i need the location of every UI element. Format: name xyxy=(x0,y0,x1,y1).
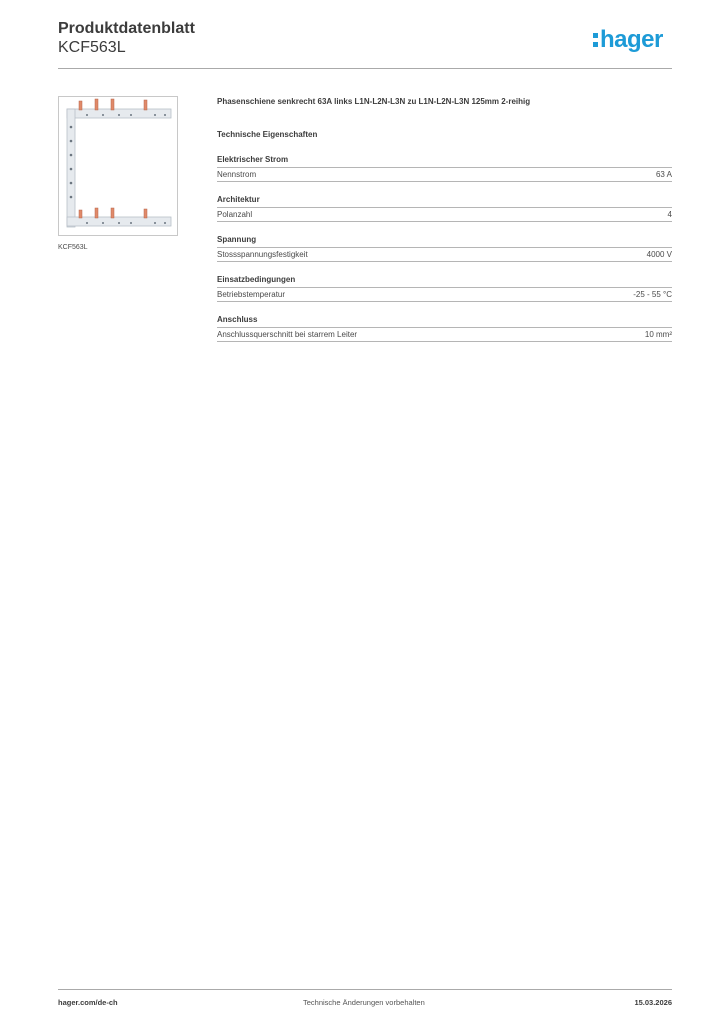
property-value: 10 mm² xyxy=(644,330,672,339)
product-image xyxy=(58,96,178,236)
busbar-illustration xyxy=(59,97,177,235)
hager-logo xyxy=(593,28,663,52)
product-description: Phasenschiene senkrecht 63A links L1N-L2N-L3N zu L1N-L2N-L3N 125mm 2-reihig xyxy=(217,97,531,106)
property-row xyxy=(217,328,672,342)
property-label: Nennstrom xyxy=(217,170,257,179)
footer-website-link[interactable]: hager.com/de-ch xyxy=(58,998,118,1007)
header-divider xyxy=(58,68,672,69)
property-group-voltage xyxy=(217,235,672,262)
group-title: Einsatzbedingungen xyxy=(217,275,672,288)
property-group-architecture xyxy=(217,195,672,222)
footer-divider xyxy=(58,989,672,990)
property-value: -25 - 55 °C xyxy=(633,290,672,299)
property-value: 4000 V xyxy=(646,250,672,259)
group-title: Anschluss xyxy=(217,315,672,328)
product-code: KCF563L xyxy=(58,39,126,56)
property-group-current xyxy=(217,155,672,182)
property-group-conditions xyxy=(217,275,672,302)
document-title: Produktdatenblatt xyxy=(58,20,195,37)
property-label: Polanzahl xyxy=(217,210,253,219)
property-label: Betriebstemperatur xyxy=(217,290,286,299)
group-title: Architektur xyxy=(217,195,672,208)
group-title: Elektrischer Strom xyxy=(217,155,672,168)
property-value: 4 xyxy=(667,210,672,219)
property-group-connection xyxy=(217,315,672,342)
footer-date: 15.03.2026 xyxy=(634,998,672,1007)
group-title: Spannung xyxy=(217,235,672,248)
product-content xyxy=(217,97,672,342)
logo-dots-icon xyxy=(593,31,598,49)
property-label: Anschlussquerschnitt bei starrem Leiter xyxy=(217,330,358,339)
property-label: Stossspannungsfestigkeit xyxy=(217,250,308,259)
property-row xyxy=(217,248,672,262)
property-row xyxy=(217,288,672,302)
property-value: 63 A xyxy=(655,170,672,179)
property-row xyxy=(217,168,672,182)
section-heading: Technische Eigenschaften xyxy=(217,130,318,139)
footer-note: Technische Änderungen vorbehalten xyxy=(303,998,425,1007)
logo-text: hager xyxy=(600,26,663,53)
property-row xyxy=(217,208,672,222)
image-caption: KCF563L xyxy=(58,244,88,251)
